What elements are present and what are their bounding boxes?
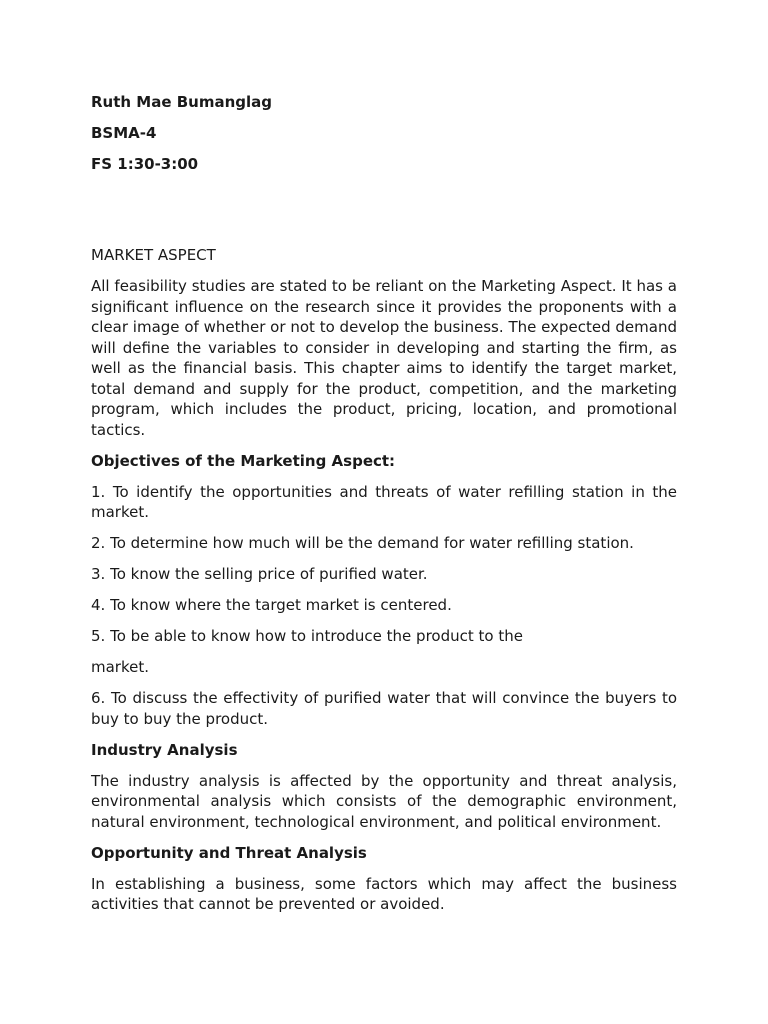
objective-item: market. bbox=[91, 658, 150, 676]
document-body bbox=[91, 245, 677, 925]
objective-item: 4. To know where the target market is centered. bbox=[91, 596, 452, 614]
objectives-heading: Objectives of the Marketing Aspect: bbox=[91, 451, 396, 470]
objective-item: 2. To determine how much will be the demand for water refilling station. bbox=[91, 534, 634, 552]
student-info bbox=[91, 92, 272, 174]
industry-analysis-body: The industry analysis is affected by the opportunity and threat analysis, environmental analysis which consists of the demographic environment, natural environment, technological environment, and political environment. bbox=[91, 771, 677, 831]
opportunity-threat-heading: Opportunity and Threat Analysis bbox=[91, 843, 367, 862]
objective-item: 3. To know the selling price of purified water. bbox=[91, 565, 428, 583]
objective-item: 1. To identify the opportunities and threats of water refilling station in the market. bbox=[91, 482, 677, 521]
opportunity-threat-body: In establishing a business, some factors which may affect the business activities that cannot be prevented or avoided. bbox=[91, 874, 677, 913]
class-schedule: FS 1:30-3:00 bbox=[91, 155, 199, 173]
market-aspect-heading: MARKET ASPECT bbox=[91, 246, 216, 264]
student-name: Ruth Mae Bumanglag bbox=[91, 93, 273, 111]
objective-item: 6. To discuss the effectivity of purified water that will convince the buyers to buy to buy the product. bbox=[91, 689, 677, 728]
course-section: BSMA-4 bbox=[91, 124, 157, 142]
market-aspect-intro: All feasibility studies are stated to be reliant on the Marketing Aspect. It has a significant influence on the research since it provides the proponents with a clear image of whether or not to develop the business. The expected demand will define the variables to consider in developing and starting the firm, as well as the financial basis. This chapter aims to identify the target market, total demand and supply for the product, competition, and the marketing program, which includes the product, pricing, location, and promotional tactics. bbox=[91, 277, 677, 439]
objective-item: 5. To be able to know how to introduce the product to the bbox=[91, 627, 523, 645]
industry-analysis-heading: Industry Analysis bbox=[91, 740, 238, 759]
